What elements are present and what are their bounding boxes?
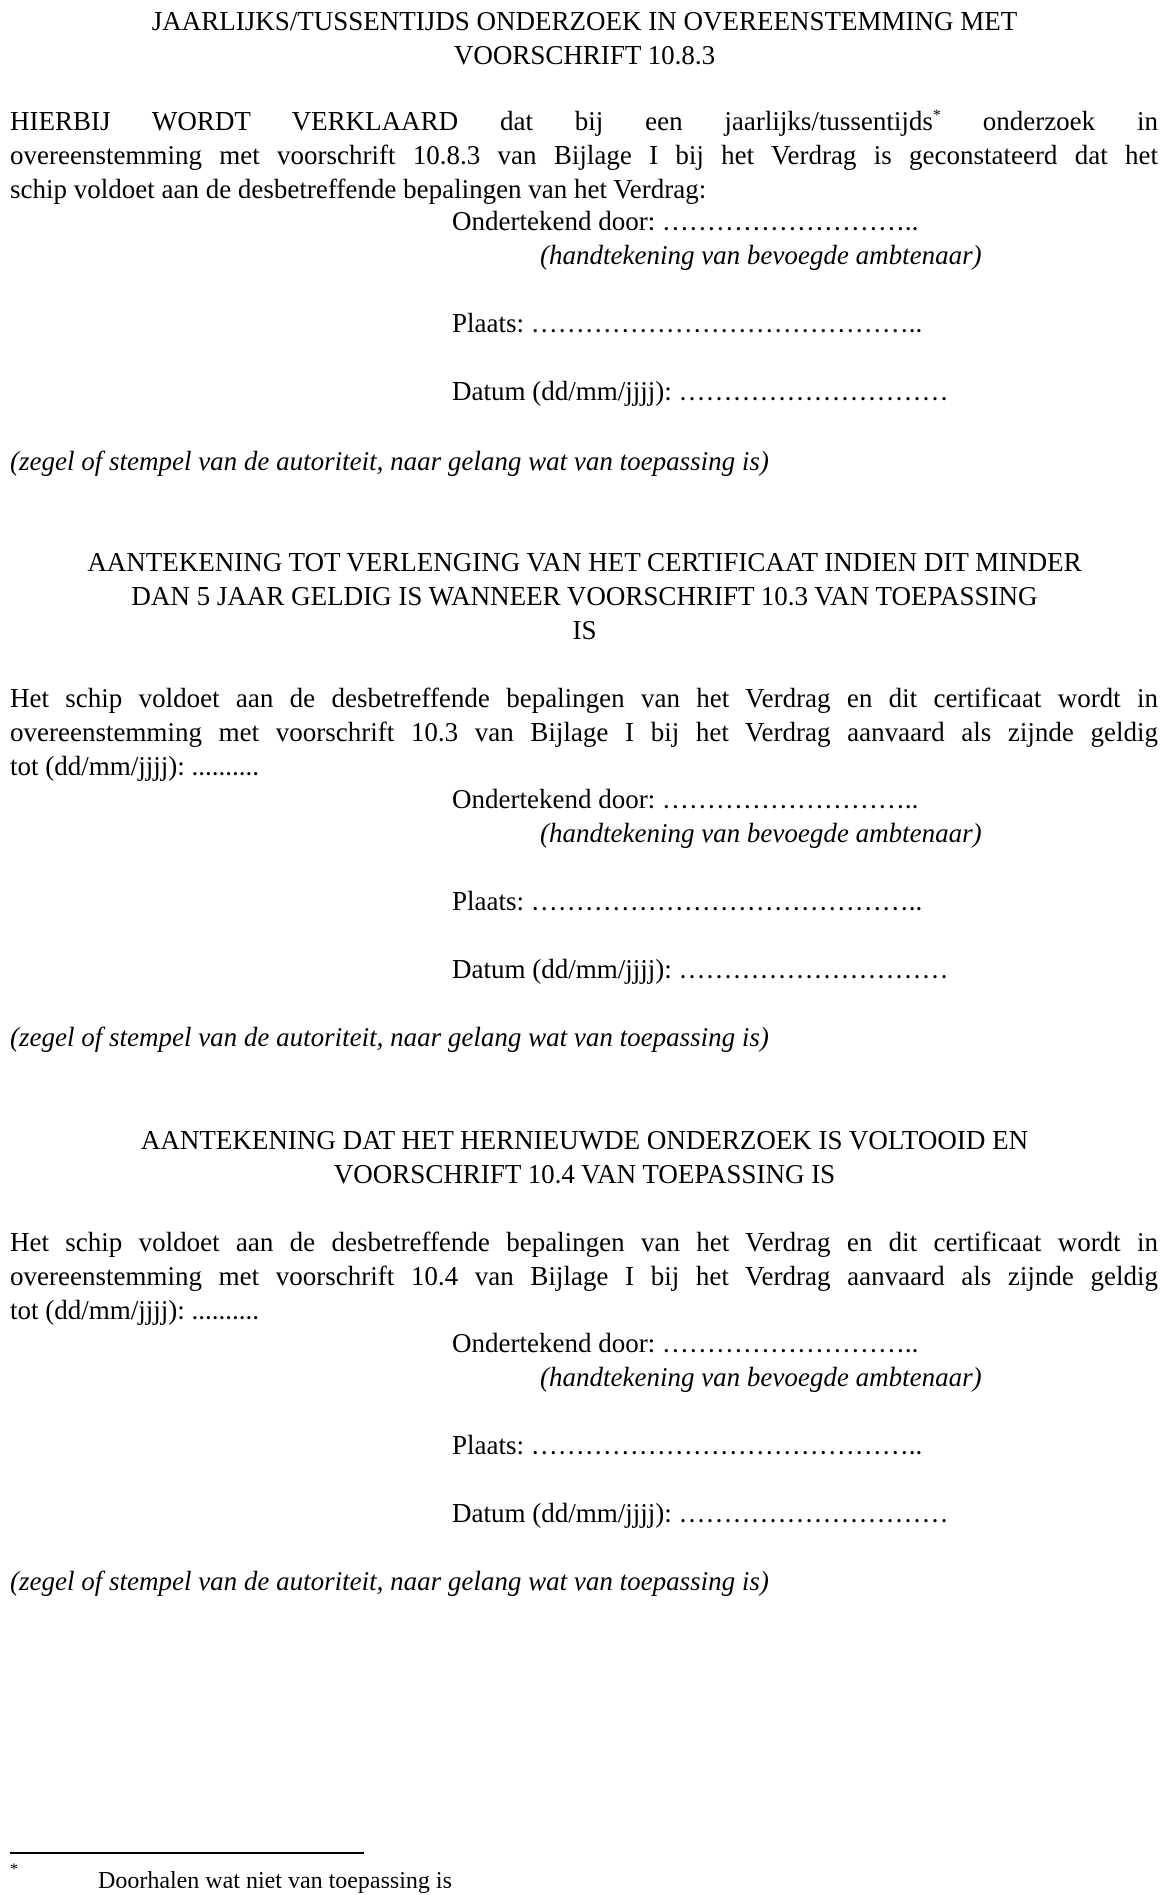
section1-heading-line1: JAARLIJKS/TUSSENTIJDS ONDERZOEK IN OVEREENSTEMMING MET: [151, 6, 1018, 36]
section1-seal-note: (zegel of stempel van de autoriteit, naar gelang wat van toepassing is): [10, 446, 769, 476]
footnote-separator: [10, 1852, 364, 1854]
section2-paragraph: [10, 681, 1158, 783]
section2-seal-note: (zegel of stempel van de autoriteit, naar gelang wat van toepassing is): [10, 1022, 769, 1052]
section1-place: Plaats: ……………………………………..: [452, 308, 923, 338]
section2-heading-line2: DAN 5 JAAR GELDIG IS WANNEER VOORSCHRIFT 10.3 VAN TOEPASSING: [131, 581, 1038, 611]
section1-date: Datum (dd/mm/jjjj): …………………………: [452, 376, 949, 406]
section3-heading-line1: AANTEKENING DAT HET HERNIEUWDE ONDERZOEK IS VOLTOOID EN: [140, 1125, 1029, 1155]
section1-paragraph-line1-end: onderzoek in: [982, 106, 1158, 136]
section3-heading-line2: VOORSCHRIFT 10.4 VAN TOEPASSING IS: [333, 1159, 836, 1189]
section1-paragraph-line1-start: HIERBIJ WORDT VERKLAARD dat bij een jaarlijks/tussentijds: [10, 106, 933, 136]
section1-signature-note: (handtekening van bevoegde ambtenaar): [540, 240, 982, 270]
section3-paragraph: [10, 1225, 1158, 1327]
section1-signed-by: Ondertekend door: ………………………..: [452, 206, 919, 236]
section3-signature-note: (handtekening van bevoegde ambtenaar): [540, 1362, 982, 1392]
section2-place: Plaats: ……………………………………..: [452, 886, 923, 916]
section2-paragraph-line2: overeenstemming met voorschrift 10.3 van Bijlage I bij het Verdrag aanvaard als zijnde geldig: [10, 717, 1158, 747]
section1-paragraph-line1: [10, 104, 1158, 138]
section2-paragraph-line3: tot (dd/mm/jjjj): ..........: [10, 751, 259, 781]
section3-seal-note: (zegel of stempel van de autoriteit, naar gelang wat van toepassing is): [10, 1566, 769, 1596]
section2-signed-by: Ondertekend door: ………………………..: [452, 784, 919, 814]
section1-paragraph: [10, 104, 1158, 206]
footnote-reference: *: [932, 107, 941, 124]
section3-paragraph-line1: Het schip voldoet aan de desbetreffende bepalingen van het Verdrag en dit certificaat wordt in: [10, 1227, 1158, 1257]
section3-paragraph-line3: tot (dd/mm/jjjj): ..........: [10, 1295, 259, 1325]
section3-date: Datum (dd/mm/jjjj): …………………………: [452, 1498, 949, 1528]
section1-paragraph-line2: overeenstemming met voorschrift 10.8.3 van Bijlage I bij het Verdrag is geconstateerd dat het: [10, 140, 1158, 170]
section3-signed-by: Ondertekend door: ………………………..: [452, 1328, 919, 1358]
section2-signature-note: (handtekening van bevoegde ambtenaar): [540, 818, 982, 848]
section2-date: Datum (dd/mm/jjjj): …………………………: [452, 954, 949, 984]
section1-paragraph-line3: schip voldoet aan de desbetreffende bepalingen van het Verdrag:: [10, 174, 707, 204]
section2-heading-line3: IS: [572, 615, 597, 645]
footnote-marker: *: [10, 1861, 18, 1878]
section3-place: Plaats: ……………………………………..: [452, 1430, 923, 1460]
section2-heading-line1: AANTEKENING TOT VERLENGING VAN HET CERTIFICAAT INDIEN DIT MINDER: [87, 547, 1082, 577]
section2-paragraph-line1: Het schip voldoet aan de desbetreffende bepalingen van het Verdrag en dit certificaat wordt in: [10, 683, 1158, 713]
section1-heading-line2: VOORSCHRIFT 10.8.3: [453, 40, 716, 70]
section3-paragraph-line2: overeenstemming met voorschrift 10.4 van Bijlage I bij het Verdrag aanvaard als zijnde geldig: [10, 1261, 1158, 1291]
footnote-text: Doorhalen wat niet van toepassing is: [98, 1868, 452, 1894]
